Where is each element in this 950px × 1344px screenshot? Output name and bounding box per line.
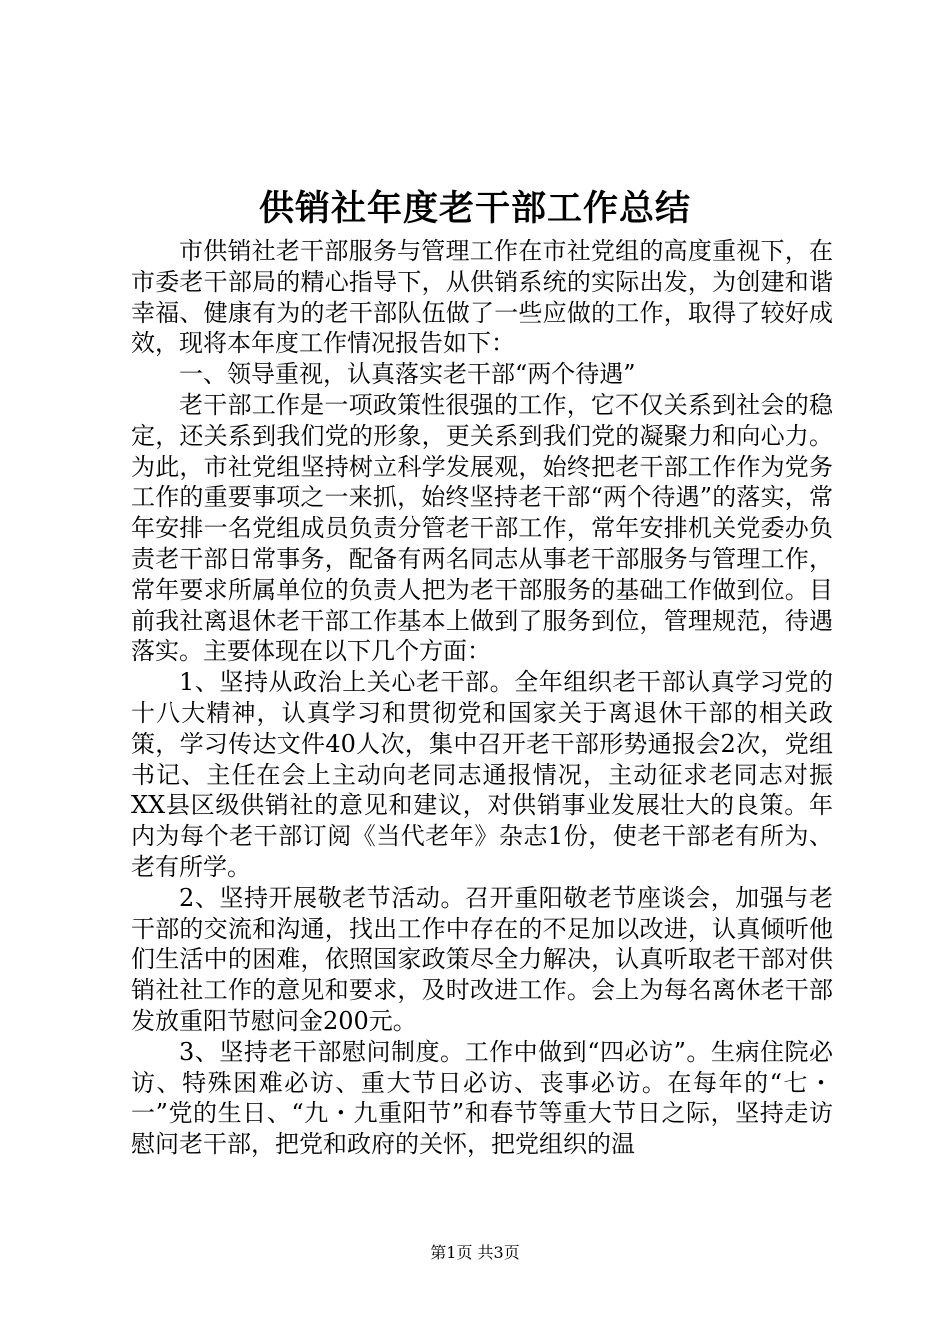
paragraph-item-1: 1、坚持从政治上关心老干部。全年组织老干部认真学习党的十八大精神，认真学习和贯彻党和国家关于离退休干部的相关政策，学习传达文件40人次，集中召开老干部形势通报会2次，党组书记、主任在会上主动向老同志通报情况，主动征求老同志对振XX县区级供销社的意见和建议，对供销事业发展壮大的良策。年内为每个老干部订阅《当代老年》杂志1份，使老干部老有所为、老有所学。	[131, 668, 833, 881]
document-title: 供销社年度老干部工作总结	[258, 188, 691, 229]
paragraph-intro: 市供销社老干部服务与管理工作在市社党组的高度重视下，在市委老干部局的精心指导下，从供销系统的实际出发，为创建和谐幸福、健康有为的老干部队伍做了一些应做的工作，取得了较好成效，现将本年度工作情况报告如下：	[131, 237, 833, 358]
document-body	[131, 236, 833, 1160]
paragraph-item-2: 2、坚持开展敬老节活动。召开重阳敬老节座谈会，加强与老干部的交流和沟通，找出工作中存在的不足加以改进，认真倾听他们生活中的困难，依照国家政策尽全力解决，认真听取老干部对供销社社工作的意见和要求，及时改进工作。会上为每名离休老干部发放重阳节慰问金200元。	[131, 883, 833, 1035]
paragraph-item-3: 3、坚持老干部慰问制度。工作中做到“四必访”。生病住院必访、特殊困难必访、重大节日必访、丧事必访。在每年的“七・一”党的生日、“九・九重阳节”和春节等重大节日之际，坚持走访慰问老干部，把党和政府的关怀，把党组织的温	[131, 1037, 833, 1159]
section-heading-1: 一、领导重视，认真落实老干部“两个待遇”	[179, 360, 636, 389]
page-footer: 第1页 共3页	[430, 1243, 520, 1262]
paragraph-section-1: 老干部工作是一项政策性很强的工作，它不仅关系到社会的稳定，还关系到我们党的形象，更关系到我们党的凝聚力和向心力。为此，市社党组坚持树立科学发展观，始终把老干部工作作为党务工作的重要事项之一来抓，始终坚持老干部“两个待遇”的落实，常年安排一名党组成员负责分管老干部工作，常年安排机关党委办负责老干部日常事务，配备有两名同志从事老干部服务与管理工作，常年要求所属单位的负责人把为老干部服务的基础工作做到位。目前我社离退休老干部工作基本上做到了服务到位，管理规范，待遇落实。主要体现在以下几个方面：	[131, 390, 833, 666]
